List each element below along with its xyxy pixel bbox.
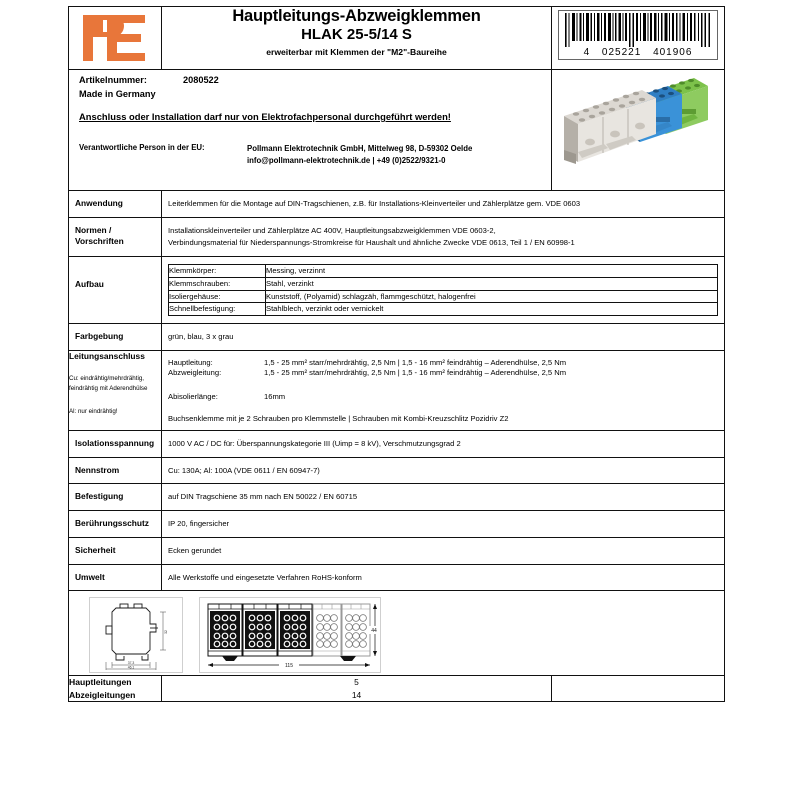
barcode-digits	[563, 47, 713, 58]
drawing-container	[75, 595, 718, 671]
abisolier-key: Abisolierlänge:	[168, 391, 218, 401]
count-row-1-key: Abzeigleitungen	[69, 689, 136, 700]
leitungsanschluss-note-cu-line1: Cu: eindrähtig/mehrdrähtig,	[69, 374, 144, 382]
isolationsspannung-value-cell	[162, 430, 725, 457]
responsible-person-label: Verantwortliche Person in der EU:	[79, 143, 205, 152]
dim-depth-label: 37,3	[127, 661, 135, 666]
haupt-key: Hauptleitung:	[168, 357, 213, 367]
abisolier-value: 16mm	[264, 391, 286, 401]
spec-row-leitungsanschluss	[69, 350, 725, 430]
aufbau-value	[162, 257, 724, 323]
aufbau-kv-row	[169, 277, 718, 290]
nennstrom-label: Nennstrom	[75, 464, 120, 475]
aufbau-kv-row	[169, 303, 718, 316]
buchsenklemme-value: Buchsenklemme mit je 2 Schrauben pro Klemmstelle | Schrauben mit Kombi-Kreuzschlitz Pozidriv Z2	[168, 413, 509, 423]
drawing-row	[69, 591, 725, 676]
article-number-value: 2080522	[183, 75, 219, 85]
anwendung-value: Leiterklemmen für die Montage auf DIN-Tragschienen, z.B. für Installations-Kleinverteiler und Zählerplätze gem. VDE 0603	[168, 199, 581, 208]
spec-row-umwelt	[69, 564, 725, 591]
spacer	[168, 402, 718, 414]
anwendung-label: Anwendung	[75, 198, 123, 208]
anwendung-value-cell	[162, 191, 725, 218]
product-title-line1: Hauptleitungs-Abzweigklemmen	[232, 7, 481, 25]
umwelt-key-cell	[69, 564, 162, 591]
company-contact: info@pollmann-elektrotechnik.de | +49 (0)2522/9321-0	[247, 155, 446, 165]
sicherheit-label: Sicherheit	[75, 544, 116, 555]
beruehrungsschutz-value-cell	[162, 511, 725, 538]
pe-logo-icon	[77, 12, 149, 64]
count-row-0-value: 5	[354, 677, 359, 688]
befestigung-label: Befestigung	[75, 491, 124, 502]
farbgebung-value-cell	[162, 324, 725, 351]
company-address: Pollmann Elektrotechnik GmbH, Mittelweg 98, D-59302 Oelde	[247, 144, 473, 153]
aufbau-row-2-value: Kunststoff, (Polyamid) schlagzäh, flammgeschützt, halogenfrei	[266, 290, 718, 303]
aufbau-row-3-key: Schnellbefestigung:	[169, 303, 266, 316]
aufbau-label: Aufbau	[75, 279, 104, 290]
title-cell	[162, 7, 552, 70]
leitungsanschluss-value-cell	[162, 350, 725, 430]
barcode-icon	[563, 13, 713, 47]
dim-height-label: 44	[371, 628, 377, 635]
spec-row-befestigung	[69, 484, 725, 511]
nennstrom-key-cell	[69, 457, 162, 484]
front-view-icon	[200, 598, 380, 672]
spec-row-farbgebung	[69, 324, 725, 351]
leitungsanschluss-key-cell	[69, 350, 162, 430]
count-row-1-value: 14	[351, 689, 362, 700]
count-keys-cell	[69, 676, 162, 702]
spec-row-aufbau	[69, 257, 725, 324]
dim-depth2-label: 46,1	[127, 665, 135, 670]
dim-width-label: 115	[285, 663, 293, 670]
count-values-cell	[162, 676, 552, 702]
farbgebung-key-cell	[69, 324, 162, 351]
umwelt-value-cell	[162, 564, 725, 591]
spec-row-anwendung	[69, 191, 725, 218]
befestigung-key-cell	[69, 484, 162, 511]
count-row-0-key: Hauptleitungen	[69, 677, 132, 688]
umwelt-value: Alle Werkstoffe und eingesetzte Verfahren RoHS-konform	[168, 572, 362, 582]
normen-value-line2: Verbindungsmaterial für Niederspannungs-Stromkreise für Haushalt und ähnliche Zwecke VDE 0613, Teil 1 / EN 60998-1	[168, 237, 575, 247]
aufbau-row-0-value: Messing, verzinnt	[266, 265, 718, 278]
abisolier-line	[168, 392, 718, 401]
datasheet-table	[68, 6, 725, 702]
beruehrungsschutz-key-cell	[69, 511, 162, 538]
product-photo-cell	[552, 70, 725, 191]
barcode	[558, 10, 718, 60]
aufbau-kv-table	[168, 264, 718, 316]
abzweig-key: Abzweigleitung:	[168, 367, 222, 377]
dim-side-height-label: 32	[164, 630, 168, 635]
aufbau-kv-row	[169, 265, 718, 278]
normen-label-line1: Normen /	[75, 224, 112, 235]
aufbau-row-0-key: Klemmkörper:	[169, 265, 266, 278]
drawing-cell	[69, 591, 725, 676]
leitungsanschluss-note-cu	[69, 374, 161, 394]
made-in-label: Made in Germany	[79, 89, 156, 99]
aufbau-row-1-value: Stahl, verzinkt	[266, 277, 718, 290]
anwendung-key-cell	[69, 191, 162, 218]
befestigung-value: auf DIN Tragschiene 35 mm nach EN 50022 / EN 60715	[168, 492, 358, 502]
nennstrom-value-cell	[162, 457, 725, 484]
befestigung-value-cell	[162, 484, 725, 511]
leitungsanschluss-note-cu-line2: feindrähtig mit Aderendhülse	[69, 385, 148, 393]
spec-row-nennstrom	[69, 457, 725, 484]
normen-label	[69, 218, 161, 255]
abzweig-line	[168, 368, 718, 377]
pe-logo	[77, 12, 149, 64]
aufbau-row-2-key: Isoliergehäuse:	[169, 290, 266, 303]
aufbau-key-cell	[69, 257, 162, 324]
sicherheit-value: Ecken gerundet	[168, 545, 222, 555]
front-view-drawing	[199, 597, 381, 673]
header-row	[69, 7, 725, 70]
haupt-line	[168, 358, 718, 367]
barcode-group-2: 401906	[653, 47, 693, 58]
spec-row-normen	[69, 217, 725, 256]
sicherheit-value-cell	[162, 537, 725, 564]
article-number-label: Artikelnummer:	[79, 75, 147, 85]
barcode-group-1: 025221	[601, 47, 642, 58]
count-blank-cell	[552, 676, 725, 702]
normen-value	[162, 218, 724, 256]
aufbau-row-3-value: Stahlblech, verzinkt oder vernickelt	[266, 303, 718, 316]
info-row	[69, 70, 725, 191]
aufbau-kv-row	[169, 290, 718, 303]
responsible-person-value	[247, 143, 472, 166]
datasheet	[68, 6, 725, 794]
aufbau-value-cell	[162, 257, 725, 324]
isolationsspannung-label: Isolationsspannung	[75, 437, 155, 448]
normen-value-line1: Installationskleinverteiler und Zählerplätze AC 400V, Hauptleitungsabzweigklemmen VDE 0603-2,	[168, 225, 496, 235]
leitungsanschluss-value	[162, 351, 724, 430]
count-row	[69, 676, 725, 702]
normen-key-cell	[69, 217, 162, 256]
product-title-line2: HLAK 25-5/14 S	[301, 26, 412, 44]
responsible-person-block	[79, 143, 551, 166]
electrician-warning: Anschluss oder Installation darf nur von Elektrofachpersonal durchgeführt werden!	[79, 111, 451, 122]
aufbau-row-1-key: Klemmschrauben:	[169, 277, 266, 290]
barcode-cell	[552, 7, 725, 70]
spec-row-sicherheit	[69, 537, 725, 564]
nennstrom-value: Cu: 130A; Al: 100A (VDE 0611 / EN 60947-7)	[168, 465, 320, 475]
barcode-lead-digit: 4	[583, 47, 591, 58]
sicherheit-key-cell	[69, 537, 162, 564]
farbgebung-label: Farbgebung	[75, 331, 124, 342]
beruehrungsschutz-label: Berührungsschutz	[75, 518, 149, 529]
product-subtitle: erweiterbar mit Klemmen der "M2"-Baureihe	[266, 47, 447, 58]
normen-label-line2: Vorschriften	[75, 236, 124, 247]
leitungsanschluss-note-al: Al: nur eindrähtig!	[69, 408, 118, 416]
abzweig-value: 1,5 - 25 mm² starr/mehrdrähtig, 2,5 Nm | 1,5 - 16 mm² feindrähtig – Aderendhülse, 2,5 Nm	[264, 367, 567, 377]
leitungsanschluss-label: Leitungsanschluss	[69, 350, 145, 361]
logo-cell	[69, 7, 162, 70]
spacer	[168, 378, 718, 392]
side-view-drawing	[89, 597, 183, 673]
beruehrungsschutz-value: IP 20, fingersicher	[168, 519, 230, 529]
info-cell	[69, 70, 552, 191]
haupt-value: 1,5 - 25 mm² starr/mehrdrähtig, 2,5 Nm | 1,5 - 16 mm² feindrähtig – Aderendhülse, 2,5 Nm	[264, 357, 567, 367]
spec-row-beruehrungsschutz	[69, 511, 725, 538]
isolationsspannung-value: 1000 V AC / DC für: Überspannungskategorie III (Uimp = 8 kV), Verschmutzungsgrad 2	[168, 438, 461, 448]
terminal-block-photo	[548, 76, 716, 180]
isolationsspannung-key-cell	[69, 430, 162, 457]
umwelt-label: Umwelt	[75, 571, 105, 582]
farbgebung-value: grün, blau, 3 x grau	[168, 332, 234, 342]
normen-value-cell	[162, 217, 725, 256]
spec-row-isolationsspannung	[69, 430, 725, 457]
article-number-row	[79, 70, 551, 88]
side-view-icon	[90, 598, 182, 672]
